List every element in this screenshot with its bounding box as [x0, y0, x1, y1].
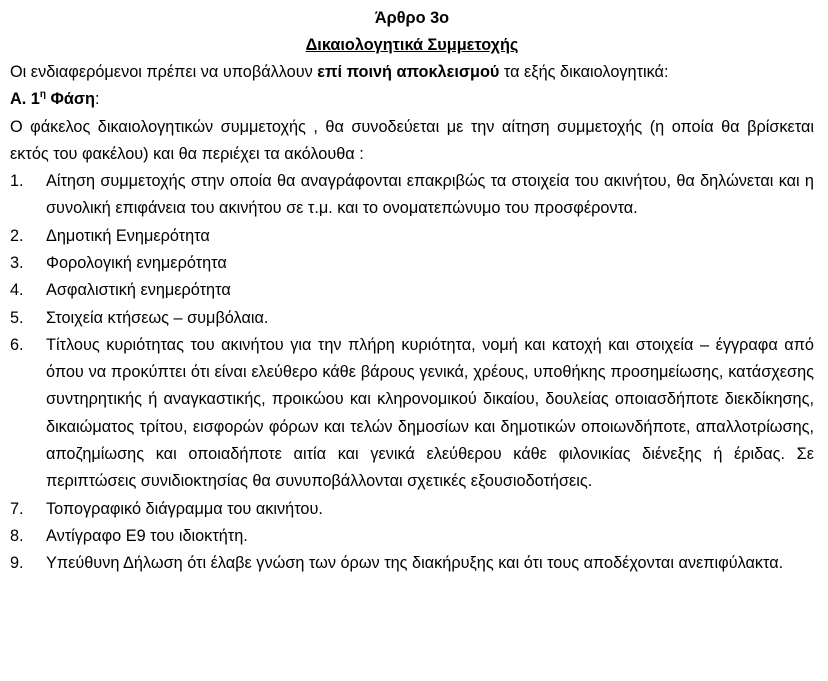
list-item — [10, 332, 814, 496]
list-item-text: Υπεύθυνη Δήλωση ότι έλαβε γνώση των όρων της διακήρυξης και ότι τους αποδέχονται ανεπιφύλακτα. — [46, 554, 784, 573]
list-item-number: 1. — [10, 172, 24, 191]
list-item — [10, 550, 814, 577]
list-item-number: 5. — [10, 308, 24, 327]
list-item-text: Τίτλους κυριότητας του ακινήτου για την πλήρη κυριότητα, νομή και κατοχή και στοιχεία – έγγραφα από όπου να προκύπτει ότι είναι ελεύθερο κάθε βάρους γενικά, χρέους, υποθήκης προσημείωσης, κατάσχεσης συντηρητικής ή αναγκαστικής, προικώου και κληρονομικού δικαίου, δουλείας οποιασδήποτε διεκδίκησης, δικαιώματος τρίτου, εισφορών φόρων και τελών δημοσίων και δημοτικών οποιωνδήποτε, απαλλοτρίωσης, αποζημίωσης και οποιαδήποτε αιτία και γενικά ελεύθερου κάθε φιλονικίας διένεξης ή έριδας. Σε περιπτώσεις συνιδιοκτησίας θα συνυποβάλλονται σχετικές εξουσιοδοτήσεις. — [46, 335, 814, 491]
intro-text-after: τα εξής δικαιολογητικά: — [499, 63, 669, 81]
list-item — [10, 523, 814, 550]
phase-colon: : — [94, 90, 100, 108]
article-title: Άρθρο 3ο — [374, 9, 450, 27]
list-item-text: Φορολογική ενημερότητα — [46, 253, 227, 272]
list-item-number: 4. — [10, 281, 24, 300]
list-item-number: 2. — [10, 226, 24, 245]
intro-text-before: Οι ενδιαφερόμενοι πρέπει να υποβάλλουν — [10, 63, 318, 81]
list-item-text: Αντίγραφο Ε9 του ιδιοκτήτη. — [46, 526, 248, 545]
section-title: Δικαιολογητικά Συμμετοχής — [305, 36, 519, 54]
list-item — [10, 168, 814, 223]
intro-paragraph — [10, 59, 814, 86]
list-item — [10, 250, 814, 277]
list-item-text: Αίτηση συμμετοχής στην οποία θα αναγράφονται επακριβώς τα στοιχεία του ακινήτου, θα δηλώνεται και η συνολική επιφάνεια του ακινήτου σε τ.μ. και το ονοματεπώνυμο του προσφέροντα. — [46, 172, 814, 218]
list-item-number: 8. — [10, 526, 24, 545]
list-item — [10, 277, 814, 304]
list-item — [10, 496, 814, 523]
phase-superscript: η — [39, 88, 46, 100]
documents-list — [10, 168, 814, 577]
list-item-text: Τοπογραφικό διάγραμμα του ακινήτου. — [46, 499, 323, 518]
list-item-number: 9. — [10, 554, 24, 573]
list-item-text: Ασφαλιστική ενημερότητα — [46, 281, 231, 300]
list-item-number: 3. — [10, 253, 24, 272]
phase-heading — [10, 86, 814, 114]
list-item — [10, 305, 814, 332]
list-item-text: Δημοτική Ενημερότητα — [46, 226, 210, 245]
list-item — [10, 223, 814, 250]
list-item-number: 6. — [10, 335, 24, 354]
intro-emphasis: επί ποινή αποκλεισμού — [317, 63, 500, 81]
envelope-paragraph: Ο φάκελος δικαιολογητικών συμμετοχής , θα συνοδεύεται με την αίτηση συμμετοχής (η οποία θα βρίσκεται εκτός του φακέλου) και θα περιέχει τα ακόλουθα : — [10, 117, 814, 163]
phase-suffix: Φάση — [45, 90, 95, 108]
list-item-number: 7. — [10, 499, 24, 518]
list-item-text: Στοιχεία κτήσεως – συμβόλαια. — [46, 308, 269, 327]
phase-prefix: Α. 1 — [10, 90, 40, 108]
